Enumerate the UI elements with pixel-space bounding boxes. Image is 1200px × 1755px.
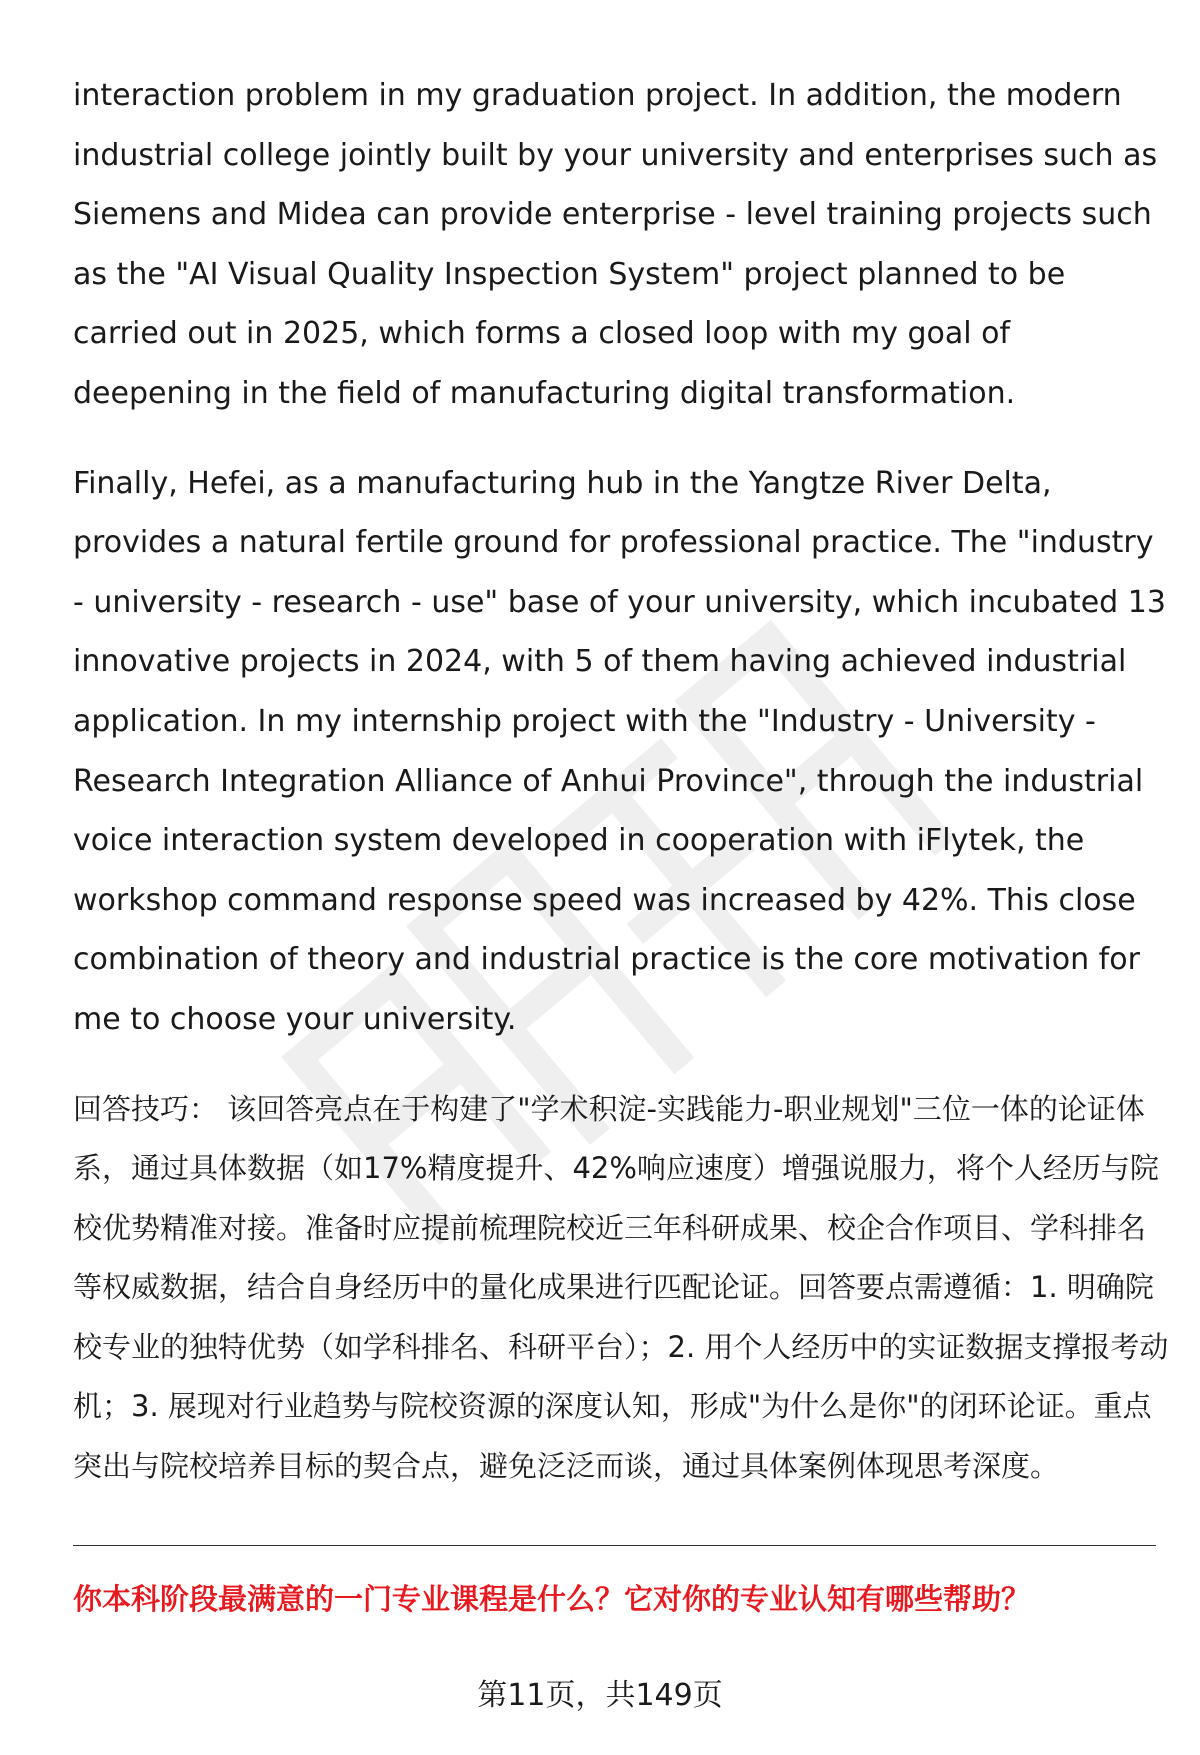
document-body bbox=[73, 66, 1173, 1497]
next-question-heading: 你本科阶段最满意的一门专业课程是什么？它对你的专业认知有哪些帮助？ bbox=[73, 1582, 1031, 1616]
section-divider bbox=[73, 1545, 1156, 1546]
answer-tips: 回答技巧： 该回答亮点在于构建了"学术积淀-实践能力-职业规划"三位一体的论证体系，通过具体数据（如17%精度提升、42%响应速度）增强说服力，将个人经历与院校优势精准对接。准备时应提前梳理院校近三年科研成果、校企合作项目、学科排名等权威数据，结合自身经历中的量化成果进行匹配论证。回答要点需遵循：1. 明确院校专业的独特优势（如学科排名、科研平台）；2. 用个人经历中的实证数据支撑报考动机；3. 展现对行业趋势与院校资源的深度认知，形成"为什么是你"的闭环论证。重点突出与院校培养目标的契合点，避免泛泛而谈，通过具体案例体现思考深度。 bbox=[73, 1091, 1169, 1484]
answer-paragraph-1: interaction problem in my graduation project. In addition, the modern industrial college jointly built by your university and enterprises such as Siemens and Midea can provide enterprise - level training projects such as the "AI Visual Quality Inspection System" project planned to be carried out in 2025, which forms a closed loop with my goal of deepening in the field of manufacturing digital transformation. bbox=[73, 78, 1158, 411]
page-number-footer: 第11页，共149页 bbox=[477, 1678, 723, 1713]
answer-paragraph-2: Finally, Hefei, as a manufacturing hub in the Yangtze River Delta, provides a natural fertile ground for professional practice. The "industry - university - research - use" base of your university, which incubated 13 innovative projects in 2024, with 5 of them having achieved industrial application. In my internship project with the "Industry - University - Research Integration Alliance of Anhui Province", through the industrial voice interaction system developed in cooperation with iFlytek, the workshop command response speed was increased by 42%. This close combination of theory and industrial practice is the core motivation for me to choose your university. bbox=[73, 465, 1166, 1037]
